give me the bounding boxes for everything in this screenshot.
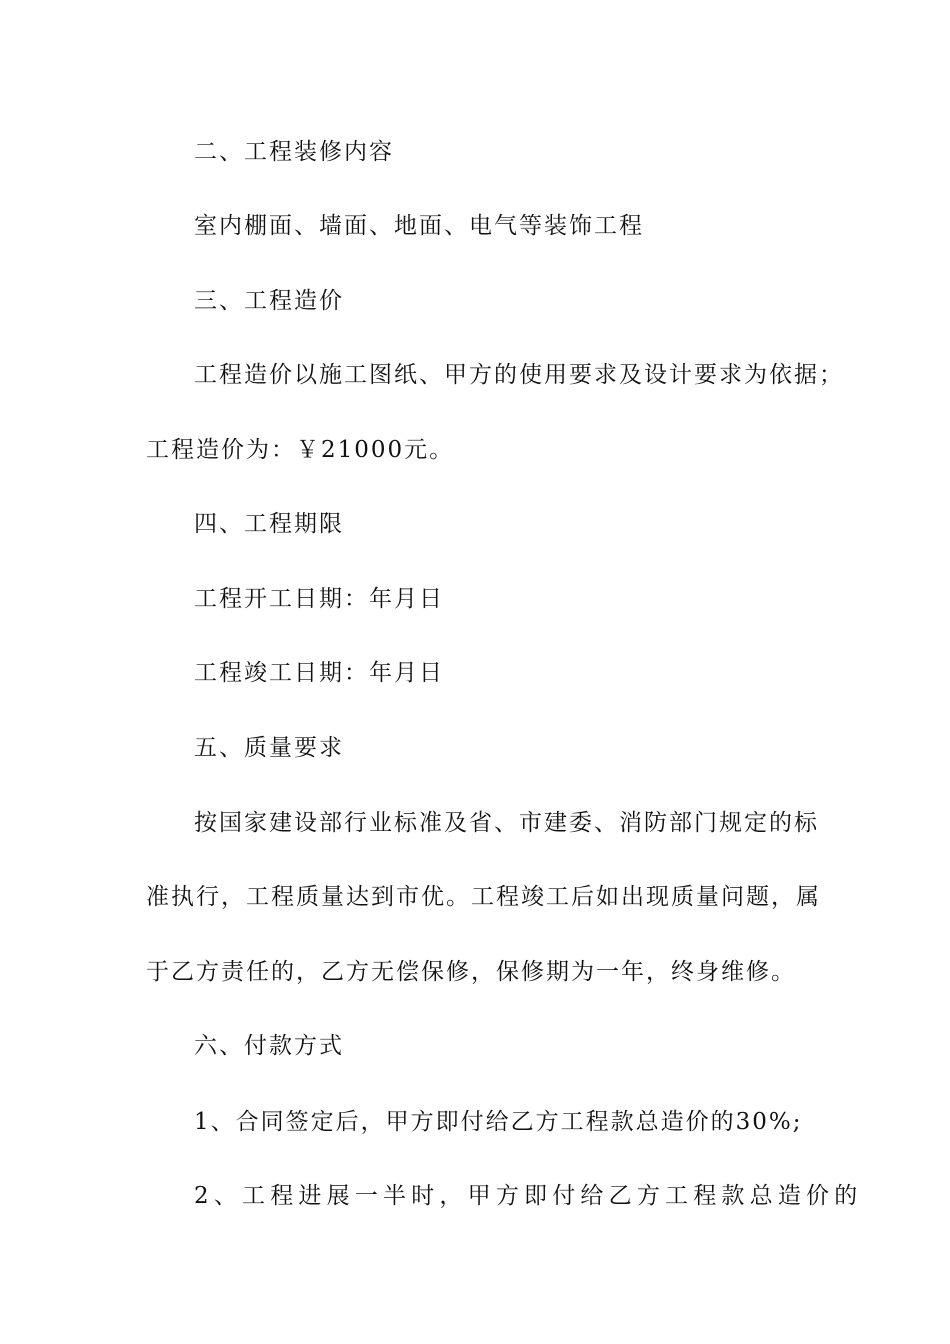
section-heading-5: 五、质量要求 <box>194 735 344 761</box>
paragraph-line: 室内棚面、墙面、地面、电气等装饰工程 <box>194 213 644 239</box>
section-heading-6: 六、付款方式 <box>194 1033 344 1059</box>
paragraph-line: 工程开工日期：年月日 <box>194 586 444 612</box>
paragraph-line: 2、工程进展一半时，甲方即付给乙方工程款总造价的 <box>194 1183 863 1209</box>
section-heading-3: 三、工程造价 <box>194 288 344 314</box>
paragraph-line: 1、合同签定后，甲方即付给乙方工程款总造价的30%; <box>194 1109 803 1135</box>
paragraph-line: 工程造价为：￥21000元。 <box>146 437 455 463</box>
paragraph-line: 按国家建设部行业标准及省、市建委、消防部门规定的标 <box>194 810 819 836</box>
paragraph-line: 工程竣工日期：年月日 <box>194 660 444 686</box>
paragraph-line: 于乙方责任的，乙方无偿保修，保修期为一年，终身维修。 <box>146 959 796 985</box>
section-heading-4: 四、工程期限 <box>194 511 344 537</box>
paragraph-line: 工程造价以施工图纸、甲方的使用要求及设计要求为依据； <box>194 362 844 388</box>
paragraph-line: 准执行，工程质量达到市优。工程竣工后如出现质量问题，属 <box>146 884 821 910</box>
section-heading-2: 二、工程装修内容 <box>194 139 394 165</box>
